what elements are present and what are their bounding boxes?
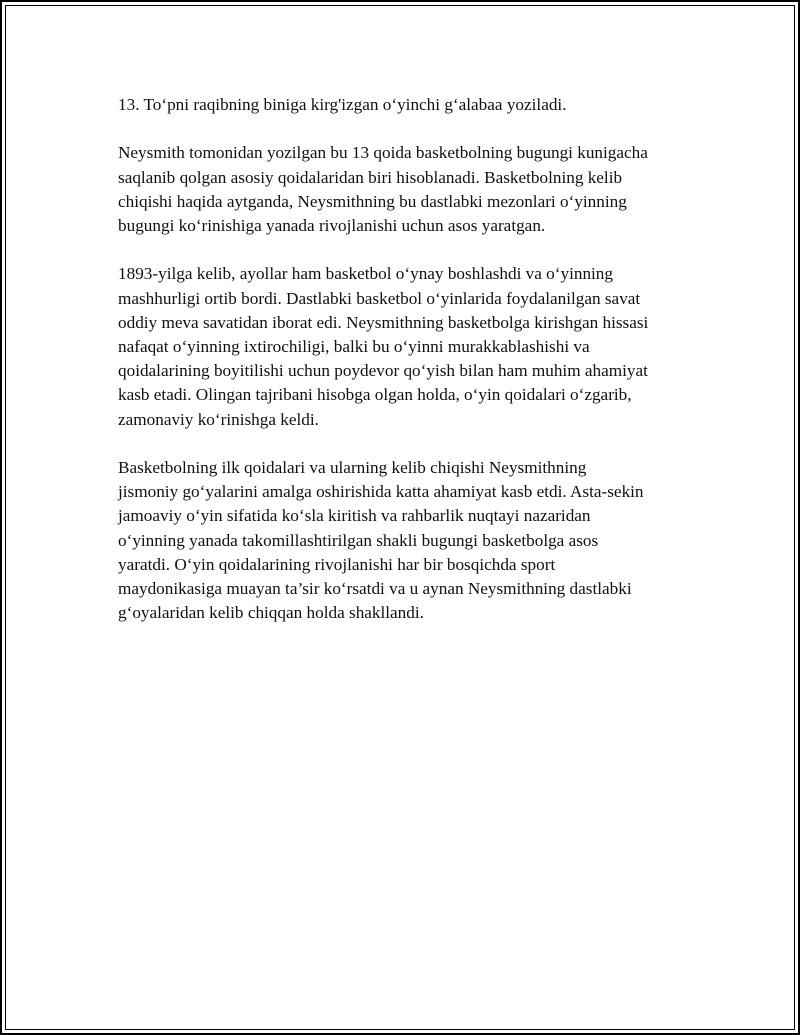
text-line: 1893-yilga kelib, ayollar ham basketbol o‘ynay boshlashdi va o‘yinning: [118, 264, 613, 284]
text-line: zamonaviy ko‘rinishga keldi.: [118, 409, 319, 429]
text-line: jamoaviy o‘yin sifatida ko‘sla kiritish va rahbarlik nuqtayi nazaridan: [118, 506, 591, 526]
document-body: [118, 93, 688, 650]
text-line: nafaqat o‘yinning ixtirochiligi, balki bu o‘yinni murakkablashishi va: [118, 337, 590, 356]
text-line: saqlanib qolgan asosiy qoidalaridan biri hisoblanadi. Basketbolning kelib: [118, 167, 623, 187]
text-line: chiqishi haqida aytganda, Neysmithning bu dastlabki mezonlari o‘yinning: [118, 191, 627, 211]
text-line: bugungi ko‘rinishiga yanada rivojlanishi uchun asos yaratgan.: [118, 216, 546, 235]
paragraph-1893: [118, 262, 688, 431]
text-line: Basketbolning ilk qoidalari va ularning kelib chiqishi Neysmithning: [118, 458, 587, 477]
paragraph-early-rules: [118, 456, 688, 625]
text-line: Neysmith tomonidan yozilgan bu 13 qoida basketbolning bugungi kunigacha: [118, 143, 648, 163]
text-line: qoidalarining boyitilishi uchun poydevor qo‘yish bilan ham muhim ahamiyat: [118, 361, 648, 381]
text-line: maydonikasiga muayan ta’sir ko‘rsatdi va u aynan Neysmithning dastlabki: [118, 579, 632, 599]
paragraph-rule-13: [118, 93, 688, 117]
text-line: o‘yinning yanada takomillashtirilgan shakli bugungi basketbolga asos: [118, 530, 599, 550]
text-line: g‘oyalaridan kelib chiqqan holda shakllandi.: [118, 603, 424, 623]
text-line: kasb etadi. Olingan tajribani hisobga olgan holda, o‘yin qoidalari o‘zgarib,: [118, 385, 632, 405]
text-line: yaratdi. O‘yin qoidalarining rivojlanishi har bir bosqichda sport: [118, 554, 556, 574]
paragraph-neysmith-rules: [118, 141, 688, 238]
text-line: jismoniy go‘yalarini amalga oshirishida katta ahamiyat kasb etdi. Asta-sekin: [118, 482, 644, 502]
text-line: oddiy meva savatidan iborat edi. Neysmithning basketbolga kirishgan hissasi: [118, 312, 649, 332]
text-line: mashhurligi ortib bordi. Dastlabki basketbol o‘yinlarida foydalanilgan savat: [118, 288, 641, 308]
text-line: 13. To‘pni raqibning biniga kirg'izgan o‘yinchi g‘alabaa yoziladi.: [118, 95, 567, 114]
